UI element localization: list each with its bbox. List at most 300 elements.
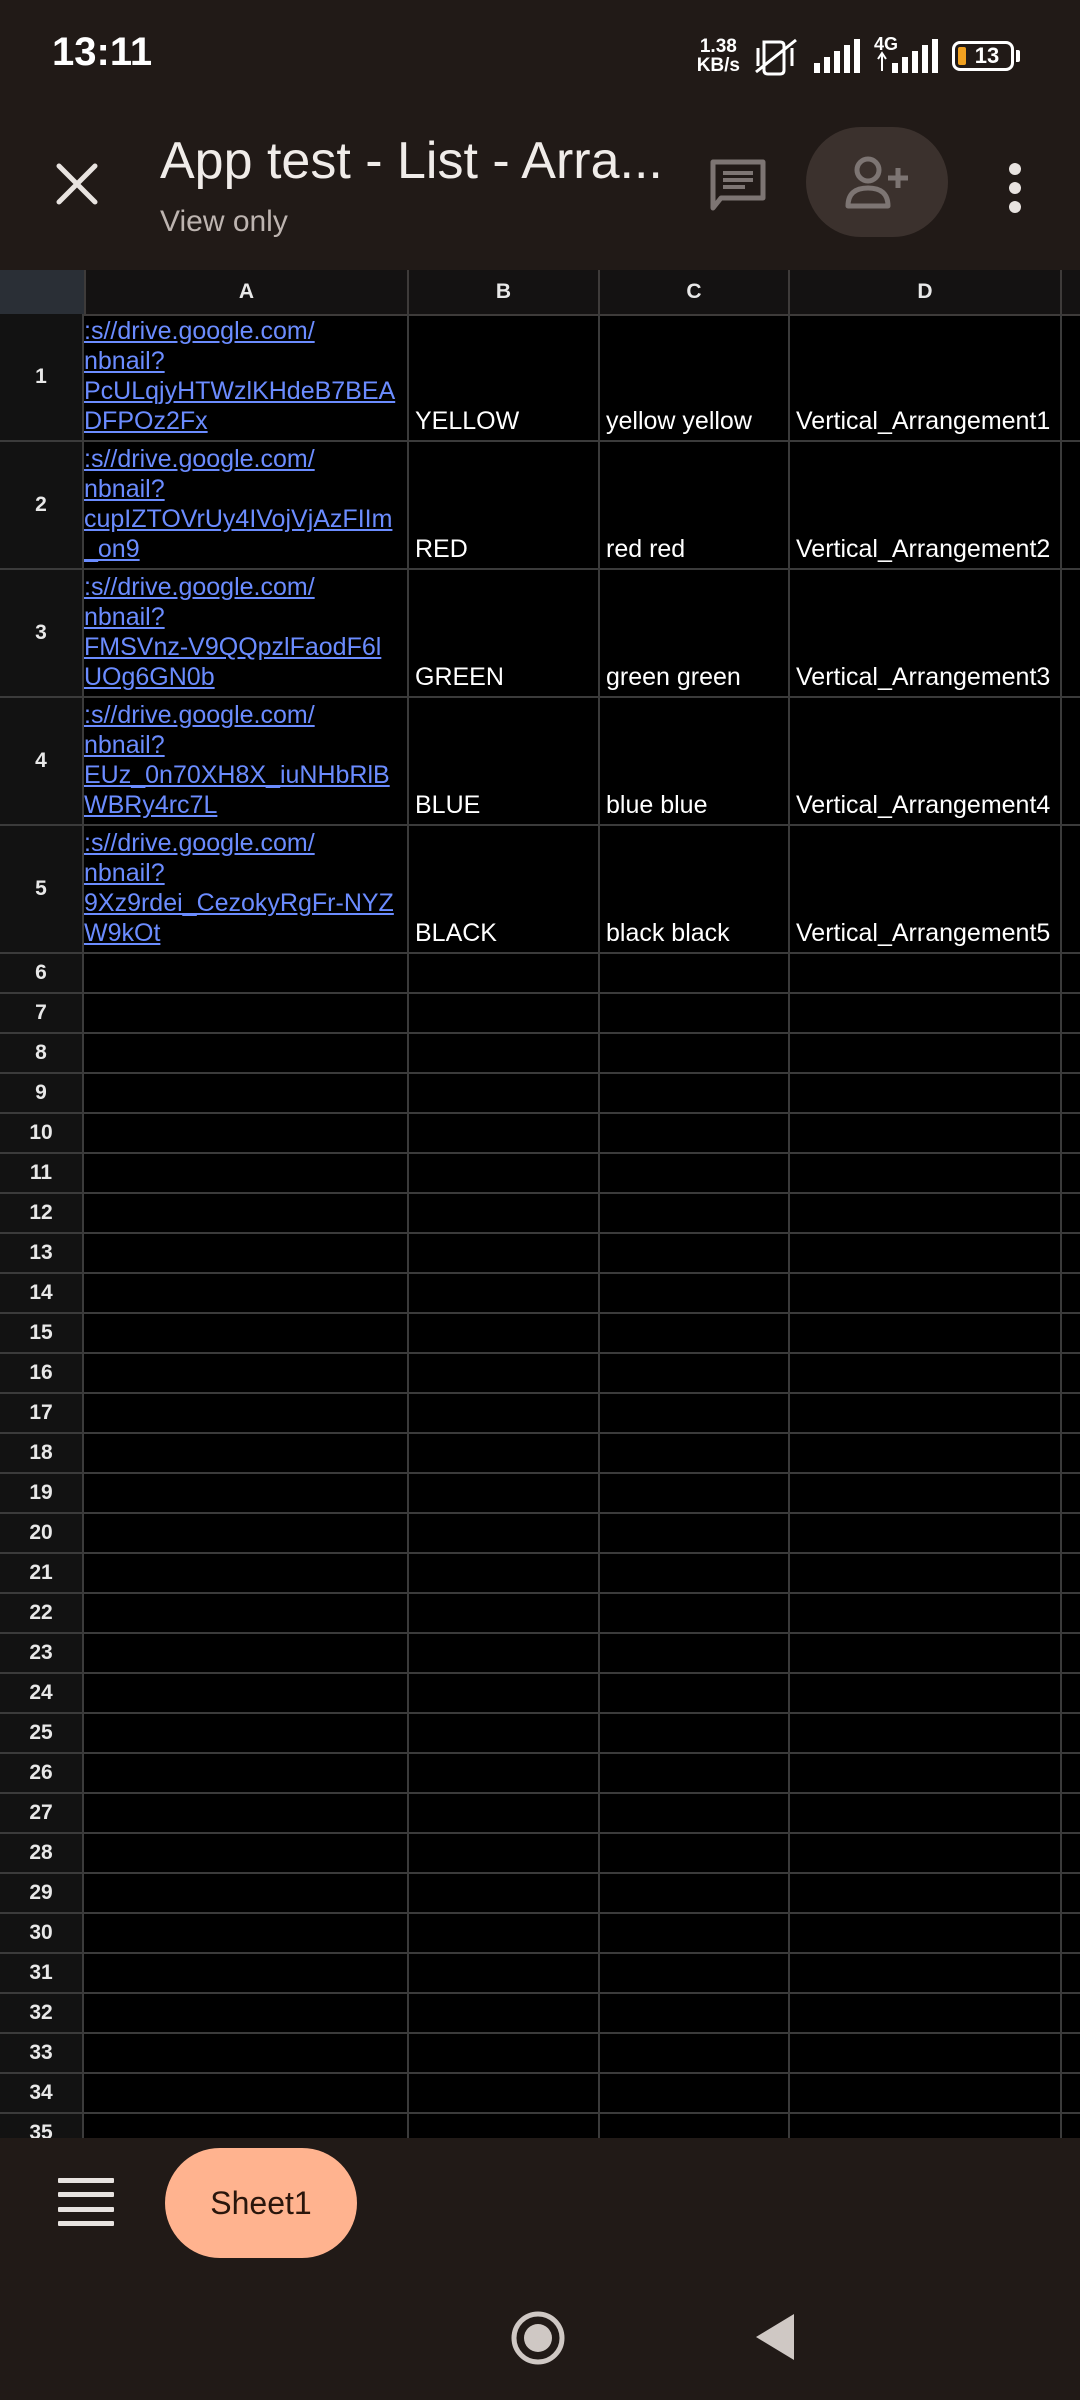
cell-e[interactable]: [1060, 826, 1080, 952]
image-url-link[interactable]: [84, 444, 406, 564]
cell-e[interactable]: [1060, 442, 1080, 568]
cell-empty[interactable]: [84, 1954, 407, 1992]
row-header[interactable]: 25: [0, 1714, 84, 1752]
cell-empty[interactable]: [1060, 1794, 1080, 1832]
cell-empty[interactable]: [84, 1034, 407, 1072]
cell-empty[interactable]: [84, 1634, 407, 1672]
row-header[interactable]: 3: [0, 570, 84, 696]
image-url-link[interactable]: [84, 572, 406, 692]
row-header[interactable]: 2: [0, 442, 84, 568]
row-header[interactable]: 20: [0, 1514, 84, 1552]
cell-empty[interactable]: [407, 1674, 598, 1712]
cell-b[interactable]: [407, 314, 598, 440]
link-text-line: UOg6GN0b: [84, 663, 215, 691]
cell-empty[interactable]: [407, 1954, 598, 1992]
cell-empty[interactable]: [1060, 1114, 1080, 1152]
cell-empty[interactable]: [598, 1154, 788, 1192]
row-header[interactable]: 15: [0, 1314, 84, 1352]
cell-empty[interactable]: [598, 1634, 788, 1672]
cell-empty[interactable]: [598, 1714, 788, 1752]
more-vert-icon: [1007, 163, 1023, 213]
cell-empty[interactable]: [788, 1674, 1060, 1712]
row-header[interactable]: 4: [0, 698, 84, 824]
cell-empty[interactable]: [84, 1834, 407, 1872]
cell-empty[interactable]: [84, 1074, 407, 1112]
row-header[interactable]: 34: [0, 2074, 84, 2112]
cell-empty[interactable]: [1060, 1754, 1080, 1792]
cell-empty[interactable]: [598, 1434, 788, 1472]
cell-value: red red: [606, 535, 686, 563]
row-header[interactable]: 8: [0, 1034, 84, 1072]
cell-empty[interactable]: [84, 954, 407, 992]
cell-empty[interactable]: [788, 1314, 1060, 1352]
cell-empty[interactable]: [407, 1554, 598, 1592]
cell-empty[interactable]: [1060, 1034, 1080, 1072]
cell-c[interactable]: [598, 698, 788, 824]
cell-empty[interactable]: [407, 1874, 598, 1912]
link-text-line: :s//drive.google.com/: [84, 317, 315, 345]
table-row: [0, 698, 1080, 826]
cell-empty[interactable]: [598, 1594, 788, 1632]
cell-empty[interactable]: [84, 1354, 407, 1392]
cell-value: Vertical_Arrangement2: [796, 535, 1051, 563]
cell-empty[interactable]: [788, 1754, 1060, 1792]
table-row: [0, 1514, 1080, 1554]
cell-empty[interactable]: [407, 1114, 598, 1152]
cell-empty[interactable]: [1060, 2034, 1080, 2072]
back-button-icon[interactable]: [750, 2310, 798, 2364]
row-header[interactable]: 21: [0, 1554, 84, 1592]
cell-value: blue blue: [606, 791, 708, 819]
cell-empty[interactable]: [598, 1954, 788, 1992]
cell-value: YELLOW: [415, 407, 520, 435]
all-sheets-button[interactable]: [58, 2178, 114, 2226]
table-row: [0, 1474, 1080, 1514]
cell-empty[interactable]: [598, 1474, 788, 1512]
cell-empty[interactable]: [598, 1834, 788, 1872]
link-text-line: nbnail?: [84, 731, 165, 759]
column-header-c[interactable]: C: [598, 270, 788, 314]
row-header[interactable]: 17: [0, 1394, 84, 1432]
cell-empty[interactable]: [598, 1274, 788, 1312]
row-header[interactable]: 19: [0, 1474, 84, 1512]
select-all-corner[interactable]: [0, 270, 84, 314]
cell-empty[interactable]: [1060, 1634, 1080, 1672]
cell-empty[interactable]: [788, 1074, 1060, 1112]
cell-empty[interactable]: [1060, 1834, 1080, 1872]
cell-empty[interactable]: [598, 1074, 788, 1112]
cell-empty[interactable]: [407, 1234, 598, 1272]
row-header[interactable]: 7: [0, 994, 84, 1032]
cell-empty[interactable]: [598, 1914, 788, 1952]
table-row: [0, 442, 1080, 570]
cell-empty[interactable]: [84, 1274, 407, 1312]
cell-empty[interactable]: [788, 1114, 1060, 1152]
signal-icon: [812, 36, 860, 76]
row-header[interactable]: 31: [0, 1954, 84, 1992]
cell-empty[interactable]: [1060, 1994, 1080, 2032]
cell-empty[interactable]: [407, 1154, 598, 1192]
cell-empty[interactable]: [407, 1354, 598, 1392]
cell-empty[interactable]: [84, 1434, 407, 1472]
view-mode-label: View only: [160, 205, 288, 238]
cell-empty[interactable]: [598, 1194, 788, 1232]
cell-empty[interactable]: [788, 1834, 1060, 1872]
sheet-tab-sheet1[interactable]: Sheet1: [165, 2148, 357, 2258]
link-text-line: DFPOz2Fx: [84, 407, 208, 435]
row-header[interactable]: 32: [0, 1994, 84, 2032]
more-options-button[interactable]: [990, 153, 1040, 223]
cell-empty[interactable]: [407, 1314, 598, 1352]
cell-empty[interactable]: [598, 1394, 788, 1432]
cell-empty[interactable]: [1060, 1434, 1080, 1472]
cell-empty[interactable]: [407, 1994, 598, 2032]
table-row: [0, 826, 1080, 954]
cell-empty[interactable]: [1060, 1274, 1080, 1312]
cell-empty[interactable]: [407, 1594, 598, 1632]
cell-empty[interactable]: [407, 1434, 598, 1472]
cell-empty[interactable]: [84, 1994, 407, 2032]
cell-empty[interactable]: [1060, 1874, 1080, 1912]
cell-empty[interactable]: [788, 1034, 1060, 1072]
column-header-d[interactable]: D: [788, 270, 1060, 314]
cell-empty[interactable]: [1060, 1674, 1080, 1712]
table-row: [0, 1354, 1080, 1394]
cell-empty[interactable]: [1060, 2114, 1080, 2138]
link-text-line: nbnail?: [84, 859, 165, 887]
network-speed-unit: KB/s: [696, 55, 740, 76]
table-row: [0, 1914, 1080, 1954]
cell-empty[interactable]: [788, 1514, 1060, 1552]
cell-empty[interactable]: [407, 1634, 598, 1672]
cell-empty[interactable]: [1060, 1514, 1080, 1552]
link-text-line: EUz_0n70XH8X_iuNHbRlB: [84, 761, 390, 789]
cell-empty[interactable]: [788, 1474, 1060, 1512]
cell-value: green green: [606, 663, 741, 691]
row-header[interactable]: 28: [0, 1834, 84, 1872]
row-header[interactable]: 33: [0, 2034, 84, 2072]
cell-empty[interactable]: [598, 1994, 788, 2032]
cell-a[interactable]: [84, 698, 407, 824]
status-icons: [697, 32, 1020, 80]
cell-empty[interactable]: [788, 954, 1060, 992]
cell-empty[interactable]: [598, 994, 788, 1032]
column-header-a[interactable]: A: [84, 270, 407, 314]
cell-a[interactable]: [84, 826, 407, 952]
table-row: [0, 2114, 1080, 2138]
cell-empty[interactable]: [598, 1514, 788, 1552]
cell-empty[interactable]: [598, 2074, 788, 2112]
table-row: [0, 1994, 1080, 2034]
share-button[interactable]: [806, 127, 948, 237]
cell-empty[interactable]: [407, 2074, 598, 2112]
row-header[interactable]: 1: [0, 314, 84, 440]
cell-empty[interactable]: [407, 1794, 598, 1832]
cell-empty[interactable]: [84, 1114, 407, 1152]
table-row: [0, 994, 1080, 1034]
table-row: [0, 1434, 1080, 1474]
cell-empty[interactable]: [407, 994, 598, 1032]
cell-empty[interactable]: [407, 1474, 598, 1512]
cell-value: BLUE: [415, 791, 481, 819]
cell-empty[interactable]: [788, 1154, 1060, 1192]
cell-empty[interactable]: [84, 1794, 407, 1832]
row-header[interactable]: 5: [0, 826, 84, 952]
cell-empty[interactable]: [598, 1354, 788, 1392]
row-header[interactable]: 13: [0, 1234, 84, 1272]
app-bar: [0, 115, 1080, 270]
cell-empty[interactable]: [598, 1554, 788, 1592]
cell-empty[interactable]: [84, 1874, 407, 1912]
table-row: [0, 1034, 1080, 1074]
cell-empty[interactable]: [407, 1394, 598, 1432]
spreadsheet-grid[interactable]: [0, 270, 1080, 2138]
row-header[interactable]: 29: [0, 1874, 84, 1912]
link-text-line: PcULqjyHTWzlKHdeB7BEA: [84, 377, 396, 405]
cell-empty[interactable]: [598, 1314, 788, 1352]
row-header[interactable]: 35: [0, 2114, 84, 2138]
cell-empty[interactable]: [788, 1194, 1060, 1232]
cell-empty[interactable]: [407, 1034, 598, 1072]
cell-empty[interactable]: [788, 1954, 1060, 1992]
cell-empty[interactable]: [598, 1674, 788, 1712]
cell-empty[interactable]: [84, 1234, 407, 1272]
cell-empty[interactable]: [407, 2034, 598, 2072]
cell-d[interactable]: [788, 698, 1060, 824]
cell-value: yellow yellow: [606, 407, 752, 435]
cell-empty[interactable]: [407, 1834, 598, 1872]
cell-empty[interactable]: [1060, 1954, 1080, 1992]
cell-empty[interactable]: [598, 2114, 788, 2138]
home-button-icon[interactable]: [510, 2310, 566, 2366]
cell-e[interactable]: [1060, 698, 1080, 824]
cell-e[interactable]: [1060, 570, 1080, 696]
cell-empty[interactable]: [84, 1314, 407, 1352]
cell-empty[interactable]: [407, 1274, 598, 1312]
link-text-line: nbnail?: [84, 603, 165, 631]
cell-empty[interactable]: [84, 2034, 407, 2072]
cell-a[interactable]: [84, 314, 407, 440]
cell-empty[interactable]: [1060, 1154, 1080, 1192]
cell-empty[interactable]: [407, 1514, 598, 1552]
cell-empty[interactable]: [407, 1754, 598, 1792]
column-header-e[interactable]: [1060, 270, 1080, 314]
table-row: [0, 1594, 1080, 1634]
cell-b[interactable]: [407, 826, 598, 952]
cell-empty[interactable]: [788, 1874, 1060, 1912]
table-row: [0, 2074, 1080, 2114]
cell-empty[interactable]: [788, 1394, 1060, 1432]
cell-empty[interactable]: [598, 1794, 788, 1832]
table-row: [0, 1634, 1080, 1674]
row-header[interactable]: 27: [0, 1794, 84, 1832]
cell-empty[interactable]: [84, 1514, 407, 1552]
table-row: [0, 1394, 1080, 1434]
cell-e[interactable]: [1060, 314, 1080, 440]
cell-b[interactable]: [407, 570, 598, 696]
table-row: [0, 1554, 1080, 1594]
cell-c[interactable]: [598, 442, 788, 568]
cell-empty[interactable]: [407, 954, 598, 992]
row-header[interactable]: 10: [0, 1114, 84, 1152]
cell-empty[interactable]: [84, 2114, 407, 2138]
cell-empty[interactable]: [84, 1914, 407, 1952]
link-text-line: nbnail?: [84, 347, 165, 375]
cell-empty[interactable]: [598, 2034, 788, 2072]
cell-empty[interactable]: [788, 1714, 1060, 1752]
table-row: [0, 1714, 1080, 1754]
cell-empty[interactable]: [598, 1754, 788, 1792]
cell-empty[interactable]: [788, 1274, 1060, 1312]
cell-empty[interactable]: [788, 1234, 1060, 1272]
cell-empty[interactable]: [84, 1194, 407, 1232]
cell-empty[interactable]: [788, 1994, 1060, 2032]
table-row: [0, 1074, 1080, 1114]
cell-b[interactable]: [407, 442, 598, 568]
comments-button[interactable]: [700, 147, 776, 223]
link-text-line: :s//drive.google.com/: [84, 573, 315, 601]
battery-icon: [952, 41, 1020, 71]
cell-empty[interactable]: [598, 1034, 788, 1072]
cell-empty[interactable]: [1060, 1194, 1080, 1232]
cell-c[interactable]: [598, 826, 788, 952]
cell-empty[interactable]: [84, 1594, 407, 1632]
cell-empty[interactable]: [598, 1234, 788, 1272]
cell-empty[interactable]: [1060, 1474, 1080, 1512]
cell-d[interactable]: [788, 570, 1060, 696]
cell-value: Vertical_Arrangement5: [796, 919, 1051, 947]
status-time: 13:11: [52, 30, 153, 74]
cell-empty[interactable]: [1060, 1234, 1080, 1272]
cell-value: Vertical_Arrangement1: [796, 407, 1051, 435]
mute-vibrate-icon: [754, 36, 798, 76]
cell-empty[interactable]: [84, 1394, 407, 1432]
cell-empty[interactable]: [407, 1194, 598, 1232]
cell-d[interactable]: [788, 442, 1060, 568]
cell-empty[interactable]: [598, 1114, 788, 1152]
cell-empty[interactable]: [788, 2114, 1060, 2138]
cell-d[interactable]: [788, 314, 1060, 440]
cell-empty[interactable]: [788, 1554, 1060, 1592]
cell-empty[interactable]: [407, 2114, 598, 2138]
row-header[interactable]: 11: [0, 1154, 84, 1192]
row-header[interactable]: 22: [0, 1594, 84, 1632]
table-row: [0, 1794, 1080, 1834]
cell-a[interactable]: [84, 442, 407, 568]
cell-empty[interactable]: [84, 1674, 407, 1712]
row-header[interactable]: 24: [0, 1674, 84, 1712]
cell-empty[interactable]: [1060, 994, 1080, 1032]
cell-a[interactable]: [84, 570, 407, 696]
cell-empty[interactable]: [788, 1354, 1060, 1392]
cell-d[interactable]: [788, 826, 1060, 952]
cell-empty[interactable]: [1060, 1314, 1080, 1352]
sheet-bar: [0, 2138, 1080, 2268]
table-row: [0, 1834, 1080, 1874]
cell-empty[interactable]: [1060, 2074, 1080, 2112]
image-url-link[interactable]: [84, 316, 406, 436]
network-type-label: 4G: [874, 34, 899, 54]
link-text-line: WBRy4rc7L: [84, 791, 218, 819]
cell-value: GREEN: [415, 663, 504, 691]
cell-empty[interactable]: [84, 1474, 407, 1512]
cell-empty[interactable]: [407, 1714, 598, 1752]
link-text-line: cupIZTOVrUy4IVojVjAzFIIm: [84, 505, 393, 533]
cell-empty[interactable]: [84, 1554, 407, 1592]
row-header[interactable]: 18: [0, 1434, 84, 1472]
cell-empty[interactable]: [1060, 1394, 1080, 1432]
link-text-line: :s//drive.google.com/: [84, 701, 315, 729]
network-speed-value: 1.38: [699, 36, 737, 57]
row-header[interactable]: 12: [0, 1194, 84, 1232]
cell-empty[interactable]: [1060, 1914, 1080, 1952]
table-row: [0, 1154, 1080, 1194]
cell-empty[interactable]: [84, 1714, 407, 1752]
image-url-link[interactable]: [84, 700, 406, 820]
cell-empty[interactable]: [788, 2074, 1060, 2112]
close-button[interactable]: [40, 147, 114, 221]
row-header[interactable]: 16: [0, 1354, 84, 1392]
link-text-line: :s//drive.google.com/: [84, 829, 315, 857]
cell-empty[interactable]: [1060, 954, 1080, 992]
cell-empty[interactable]: [788, 1434, 1060, 1472]
column-header-b[interactable]: B: [407, 270, 598, 314]
column-header-row: [0, 270, 1080, 316]
cell-empty[interactable]: [1060, 1354, 1080, 1392]
cell-empty[interactable]: [84, 1754, 407, 1792]
cell-empty[interactable]: [788, 1594, 1060, 1632]
table-row: [0, 1754, 1080, 1794]
link-text-line: :s//drive.google.com/: [84, 445, 315, 473]
cell-empty[interactable]: [84, 2074, 407, 2112]
row-header[interactable]: 6: [0, 954, 84, 992]
cell-empty[interactable]: [84, 994, 407, 1032]
comment-icon: [709, 158, 767, 212]
close-icon: [55, 162, 99, 206]
row-header[interactable]: 9: [0, 1074, 84, 1112]
cell-empty[interactable]: [407, 1914, 598, 1952]
cell-empty[interactable]: [788, 1634, 1060, 1672]
cell-empty[interactable]: [1060, 1074, 1080, 1112]
cell-empty[interactable]: [1060, 1594, 1080, 1632]
row-header[interactable]: 14: [0, 1274, 84, 1312]
cell-empty[interactable]: [1060, 1554, 1080, 1592]
cell-value: Vertical_Arrangement4: [796, 791, 1051, 819]
table-row: [0, 2034, 1080, 2074]
cell-empty[interactable]: [788, 994, 1060, 1032]
table-row: [0, 954, 1080, 994]
cell-empty[interactable]: [788, 1794, 1060, 1832]
cell-empty[interactable]: [598, 1874, 788, 1912]
link-text-line: nbnail?: [84, 475, 165, 503]
cell-empty[interactable]: [788, 1914, 1060, 1952]
add-person-icon: [842, 154, 912, 210]
cell-c[interactable]: [598, 570, 788, 696]
row-header[interactable]: 23: [0, 1634, 84, 1672]
cell-b[interactable]: [407, 698, 598, 824]
cell-empty[interactable]: [1060, 1714, 1080, 1752]
row-header[interactable]: 30: [0, 1914, 84, 1952]
table-row: [0, 1674, 1080, 1714]
cell-empty[interactable]: [84, 1154, 407, 1192]
image-url-link[interactable]: [84, 828, 406, 948]
table-row: [0, 570, 1080, 698]
row-header[interactable]: 26: [0, 1754, 84, 1792]
cell-c[interactable]: [598, 314, 788, 440]
cell-empty[interactable]: [788, 2034, 1060, 2072]
cell-empty[interactable]: [407, 1074, 598, 1112]
cell-empty[interactable]: [598, 954, 788, 992]
